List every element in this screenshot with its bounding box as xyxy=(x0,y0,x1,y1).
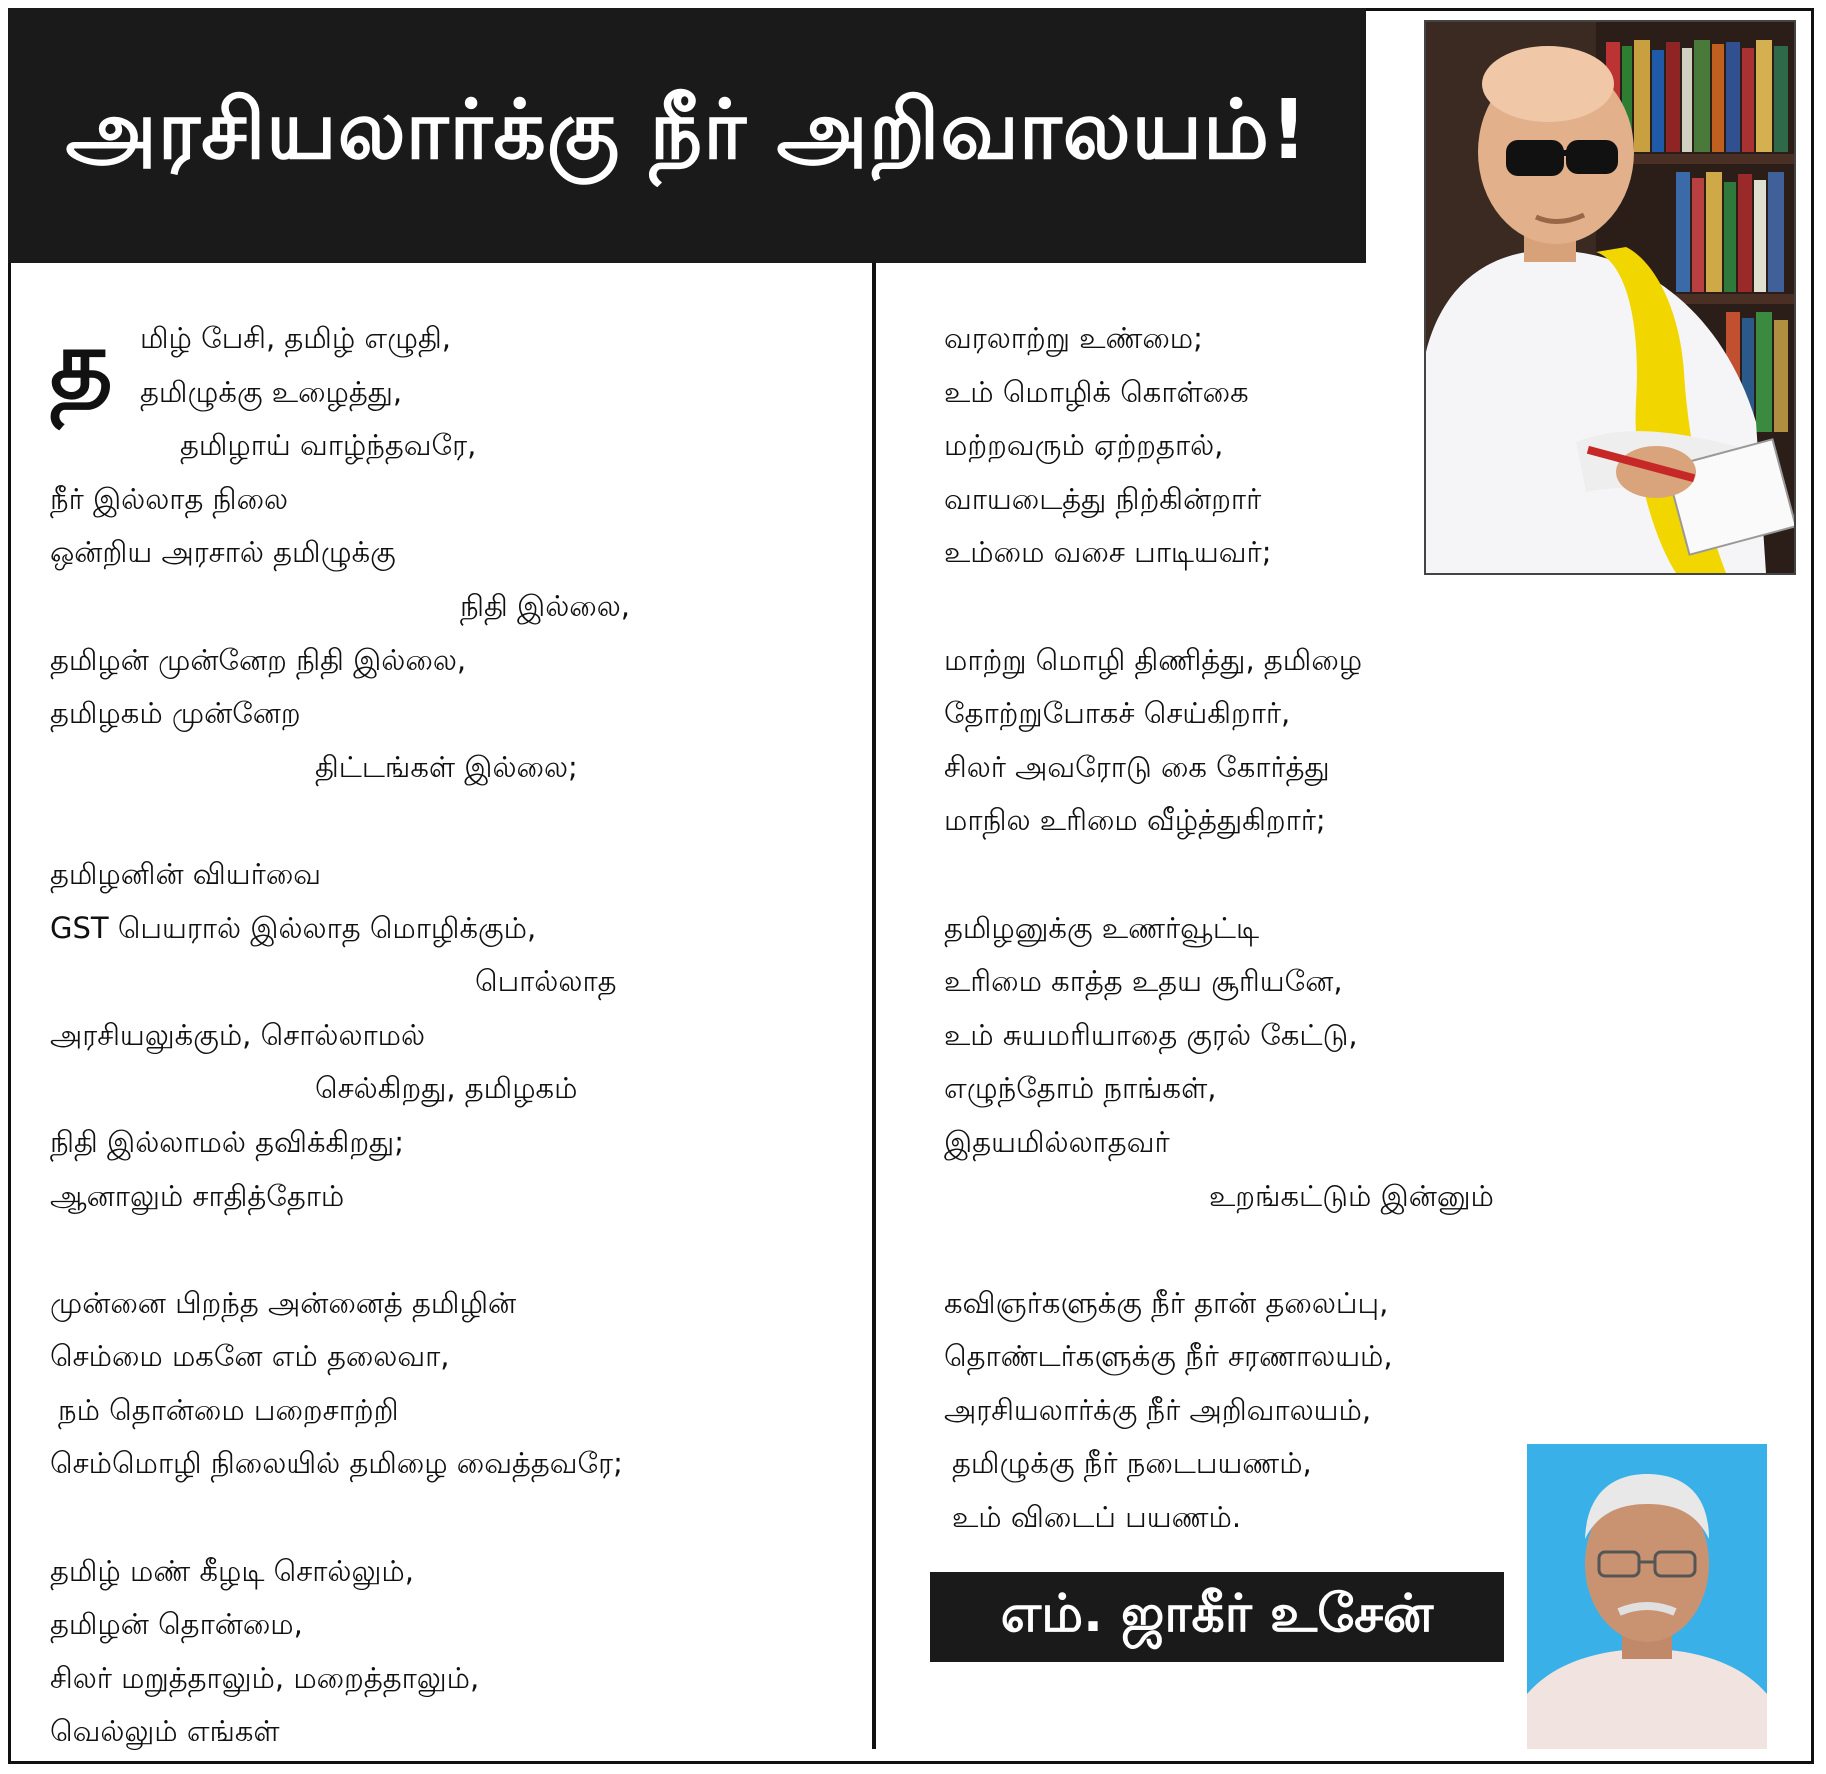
poem-line: உம் மொழிக் கொள்கை xyxy=(944,374,1249,409)
author-photo xyxy=(1527,1444,1767,1749)
author-photo-illustration xyxy=(1527,1444,1767,1749)
poem-line: தமிழனுக்கு உணர்வூட்டி xyxy=(944,910,1260,945)
poem-line: தமிழாய் வாழ்ந்தவரே, xyxy=(180,428,477,463)
poem-line: உம் விடைப் பயணம். xyxy=(952,1500,1242,1535)
poem-line: தொண்டர்களுக்கு நீர் சரணாலயம், xyxy=(944,1339,1393,1374)
poem-line: நம் தொன்மை பறைசாற்றி xyxy=(58,1392,399,1427)
poem-line: நிதி இல்லை, xyxy=(460,588,631,623)
poem-line: கவிஞர்களுக்கு நீர் தான் தலைப்பு, xyxy=(944,1285,1389,1320)
poem-line: மாற்று மொழி திணித்து, தமிழை xyxy=(944,642,1363,677)
drop-cap: த xyxy=(50,308,113,420)
poem-line: சிலர் மறுத்தாலும், மறைத்தாலும், xyxy=(50,1660,480,1695)
poem-line: வெல்லும் எங்கள் xyxy=(50,1714,280,1749)
poem-line: செம்மொழி நிலையில் தமிழை வைத்தவரே; xyxy=(50,1446,623,1481)
poem-line: பொல்லாத xyxy=(475,964,617,999)
column-divider xyxy=(872,263,876,1749)
poem-line: ஆனாலும் சாதித்தோம் xyxy=(50,1178,345,1213)
page-title: அரசியலார்க்கு நீர் அறிவாலயம்! xyxy=(65,82,1309,178)
poem-line: மாநில உரிமை வீழ்த்துகிறார்; xyxy=(944,803,1326,838)
poem-line: திட்டங்கள் இல்லை; xyxy=(315,749,578,784)
poem-line: அரசியலுக்கும், சொல்லாமல் xyxy=(50,1017,426,1052)
poem-line: வாயடைத்து நிற்கின்றார் xyxy=(944,481,1262,516)
poem-line: வரலாற்று உண்மை; xyxy=(944,321,1203,355)
poem-line: தமிழனின் வியர்வை xyxy=(50,856,322,891)
poem-line: நீர் இல்லாத நிலை xyxy=(50,481,289,516)
stanza-gap xyxy=(944,1223,1584,1277)
author-name: எம். ஜாகீர் உசேன் xyxy=(1000,1583,1434,1644)
poem-line: GST பெயரால் இல்லாத மொழிக்கும், xyxy=(50,910,537,945)
stanza-gap xyxy=(944,848,1584,902)
stanza-gap xyxy=(50,1491,850,1545)
author-banner xyxy=(930,1572,1504,1662)
poem-line: ஒன்றிய அரசால் தமிழுக்கு xyxy=(50,535,396,570)
poem-line: உம் சுயமரியாதை குரல் கேட்டு, xyxy=(944,1017,1358,1052)
poem-line: தமிழ் மண் கீழடி சொல்லும், xyxy=(50,1553,414,1588)
poem-line: மிழ் பேசி, தமிழ் எழுதி, xyxy=(140,321,451,355)
stanza-gap xyxy=(944,580,1584,634)
poem-line: செம்மை மகனே எம் தலைவா, xyxy=(50,1339,450,1374)
poem-line: தமிழுக்கு நீர் நடைபயணம், xyxy=(952,1446,1312,1481)
poem-line: இதயமில்லாதவர் xyxy=(944,1124,1170,1159)
poem-line: எழுந்தோம் நாங்கள், xyxy=(944,1071,1217,1106)
stanza-gap xyxy=(50,1223,850,1277)
poem-line: நிதி இல்லாமல் தவிக்கிறது; xyxy=(50,1124,404,1159)
poem-line: செல்கிறது, தமிழகம் xyxy=(315,1071,578,1106)
title-banner xyxy=(8,8,1366,263)
poem-line: அரசியலார்க்கு நீர் அறிவாலயம், xyxy=(944,1392,1372,1427)
poem-line: தமிழுக்கு உழைத்து, xyxy=(140,374,403,409)
poem-line: உறங்கட்டும் இன்னும் xyxy=(1209,1178,1494,1213)
poem-line: தமிழகம் முன்னேற xyxy=(50,696,301,731)
poem-line: தோற்றுபோகச் செய்கிறார், xyxy=(944,696,1291,731)
poem-line: முன்னை பிறந்த அன்னைத் தமிழின் xyxy=(50,1285,517,1320)
poem-line: உம்மை வசை பாடியவர்; xyxy=(944,535,1272,570)
poem-left-column xyxy=(50,308,850,1759)
poem-line: மற்றவரும் ஏற்றதால், xyxy=(944,428,1224,463)
poem-line: தமிழன் முன்னேற நிதி இல்லை, xyxy=(50,642,467,677)
poem-right-column xyxy=(944,312,1584,1545)
poem-line: உரிமை காத்த உதய சூரியனே, xyxy=(944,964,1343,999)
poem-line: தமிழன் தொன்மை, xyxy=(50,1607,303,1642)
poem-line: சிலர் அவரோடு கை கோர்த்து xyxy=(944,749,1330,784)
stanza-gap xyxy=(50,794,850,848)
